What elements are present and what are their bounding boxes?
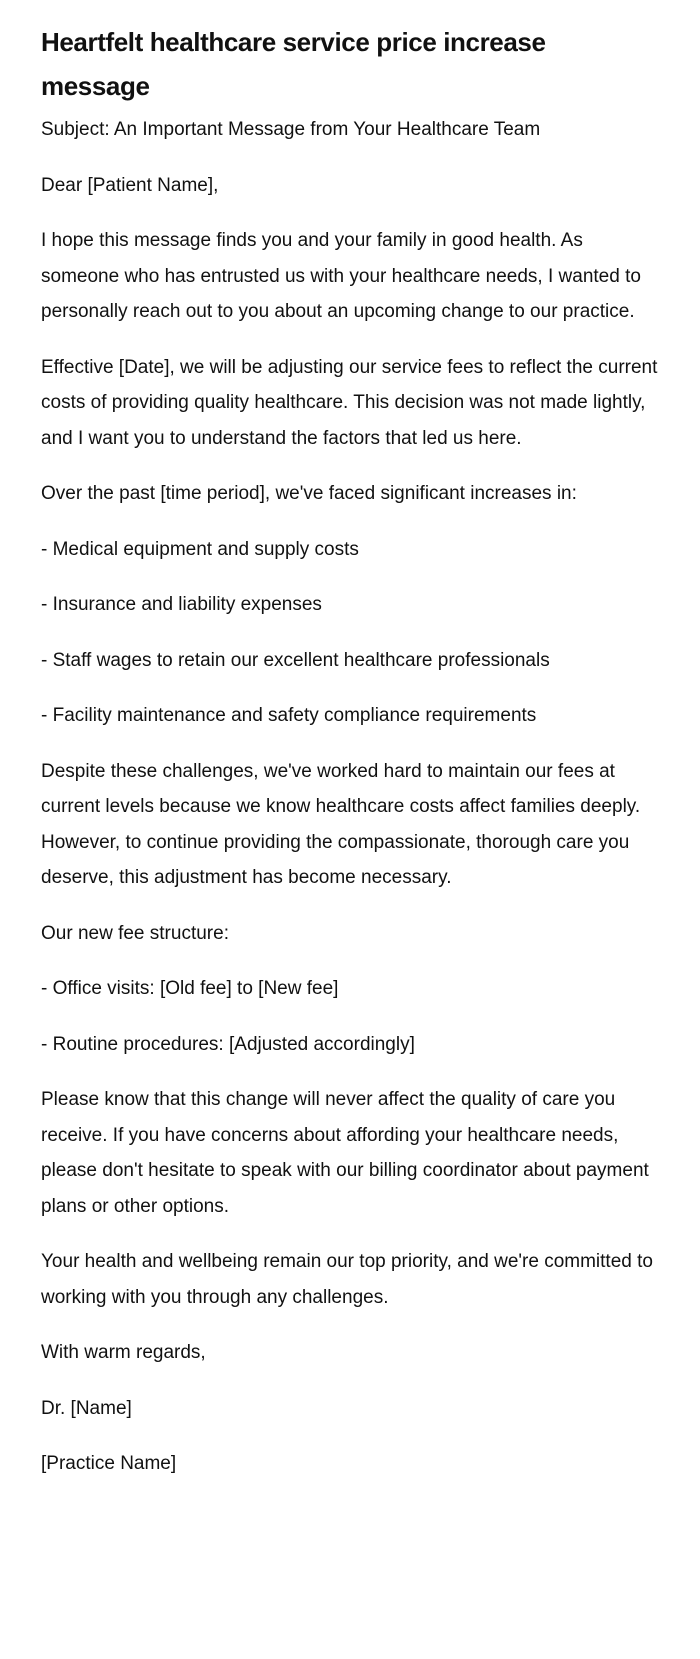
subject-line: Subject: An Important Message from Your Healthcare Team	[41, 119, 541, 140]
fee-structure-heading: Our new fee structure:	[41, 922, 229, 944]
list-item: - Facility maintenance and safety compliance requirements	[41, 705, 537, 726]
announcement-paragraph: Effective [Date], we will be adjusting our service fees to reflect the current costs of providing quality healthcare. This decision was not made lightly, and I want you to understand the factors that led us here.	[41, 356, 658, 449]
signature-name: Dr. [Name]	[41, 1397, 132, 1419]
assurance-paragraph: Please know that this change will never affect the quality of care you receive. If you have concerns about affording your healthcare needs, please don't hesitate to speak with our billing coordinator about payment plans or other options.	[41, 1089, 649, 1217]
fee-item: - Routine procedures: [Adjusted accordingly]	[41, 1033, 415, 1055]
increases-intro: Over the past [time period], we've faced significant increases in:	[41, 483, 577, 504]
greeting: Dear [Patient Name],	[41, 174, 219, 196]
practice-name: [Practice Name]	[41, 1453, 177, 1474]
document-title: Heartfelt healthcare service price increase message	[41, 27, 546, 101]
intro-paragraph: I hope this message finds you and your family in good health. As someone who has entrusted us with your healthcare needs, I wanted to personally reach out to you about an upcoming change to our practice.	[41, 230, 641, 322]
list-item: - Staff wages to retain our excellent healthcare professionals	[41, 649, 550, 671]
priority-paragraph: Your health and wellbeing remain our top priority, and we're committed to working with you through any challenges.	[41, 1251, 653, 1308]
challenges-paragraph: Despite these challenges, we've worked hard to maintain our fees at current levels because we know healthcare costs affect families deeply. However, to continue providing the compassionate, thorough care you deserve, this adjustment has become necessary.	[41, 760, 641, 888]
closing: With warm regards,	[41, 1342, 206, 1363]
list-item: - Medical equipment and supply costs	[41, 538, 359, 560]
fee-item: - Office visits: [Old fee] to [New fee]	[41, 978, 339, 999]
list-item: - Insurance and liability expenses	[41, 594, 322, 615]
